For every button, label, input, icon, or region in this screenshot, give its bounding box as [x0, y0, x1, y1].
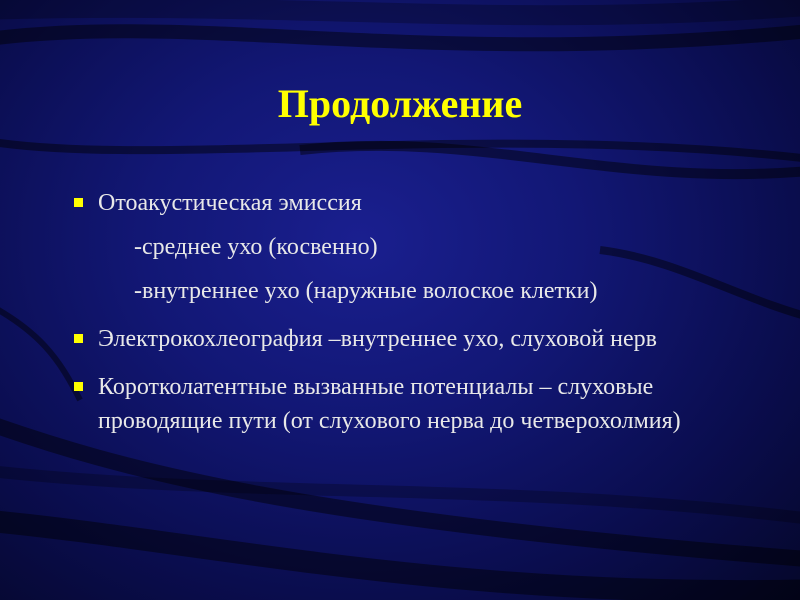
list-item	[72, 186, 762, 308]
yellow-square-bullet-icon	[74, 198, 83, 207]
list-item-text: Коротколатентные вызванные потенциалы – слуховые проводящие пути (от слухового нерва до четверохолмия)	[98, 374, 681, 434]
slide-title: Продолжение	[277, 81, 523, 126]
sub-item: -среднее ухо (косвенно)	[134, 234, 378, 260]
sub-item: -внутреннее ухо (наружные волоское клетки)	[134, 278, 598, 304]
list-item-text: Отоакустическая эмиссия	[98, 190, 362, 216]
yellow-square-bullet-icon	[74, 382, 83, 391]
bullet-list	[72, 186, 762, 452]
list-item-text: Электрокохлеография –внутреннее ухо, слуховой нерв	[98, 326, 657, 352]
list-item	[72, 370, 762, 438]
list-item	[72, 322, 762, 356]
sub-list	[98, 230, 762, 308]
yellow-square-bullet-icon	[74, 334, 83, 343]
